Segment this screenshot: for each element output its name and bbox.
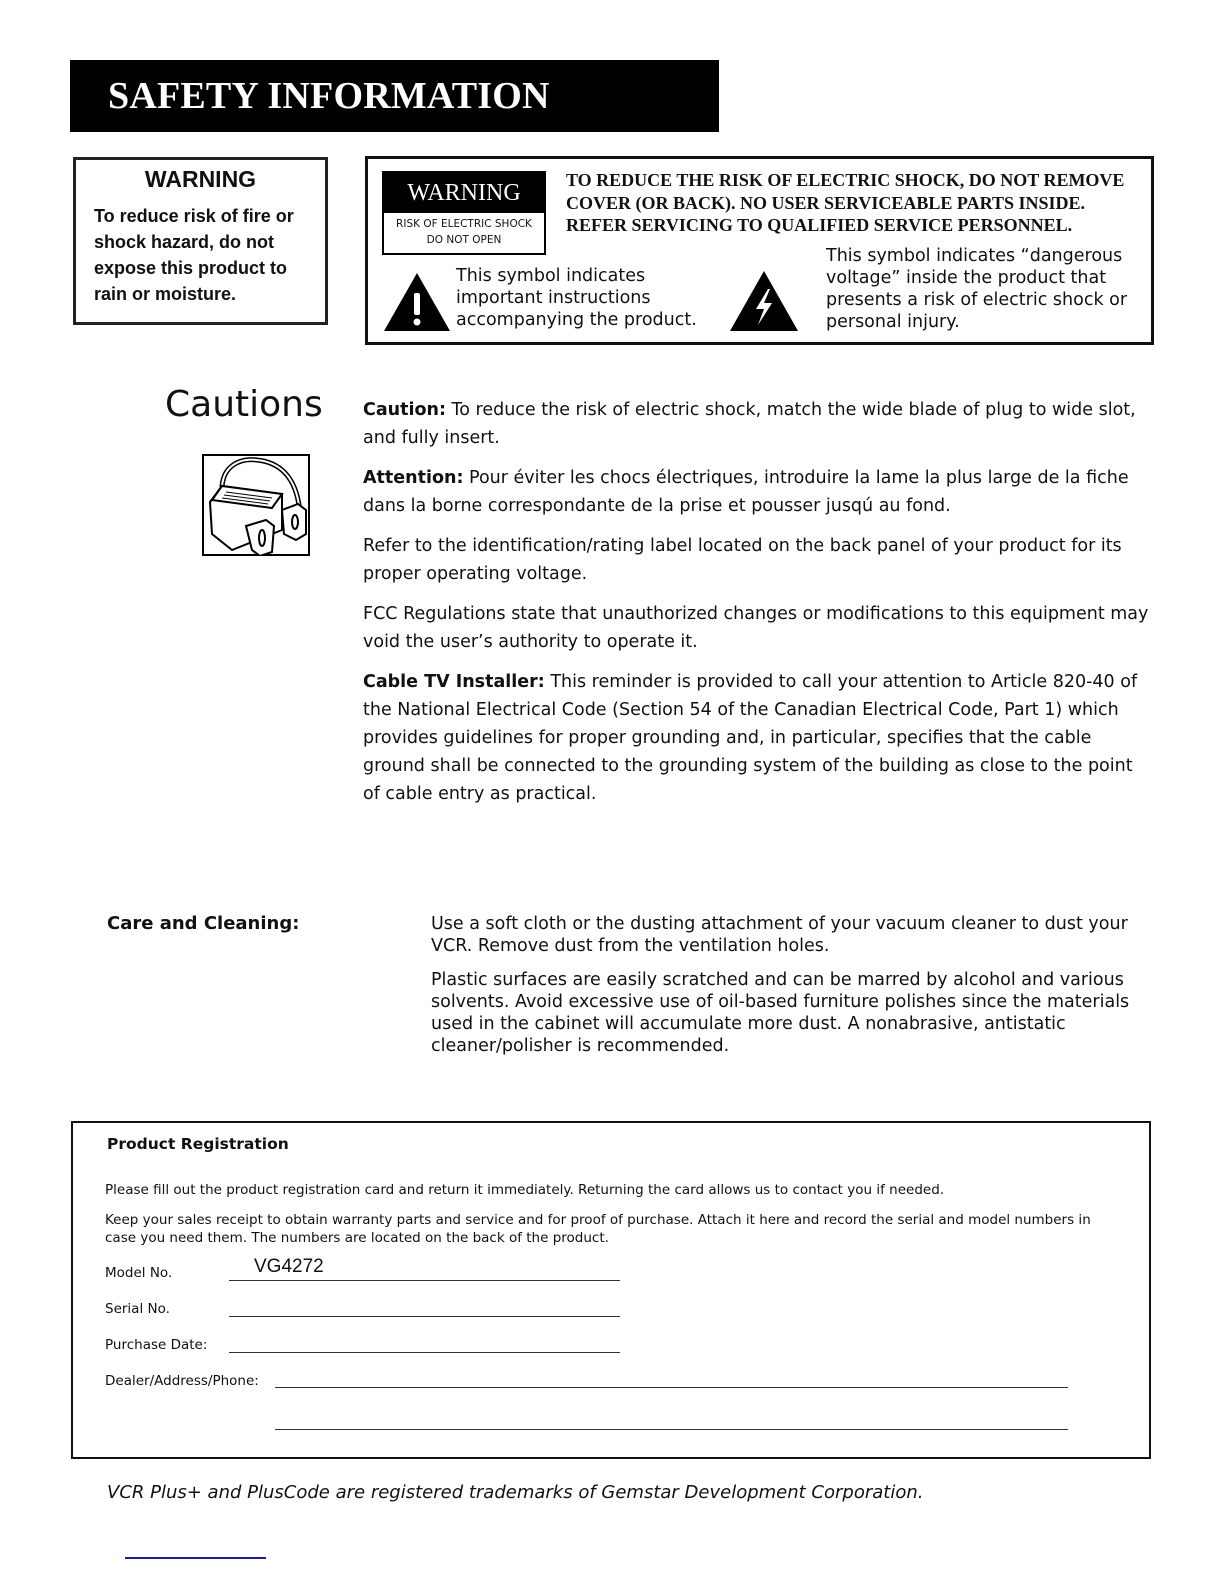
warning-label-heading: WARNING	[384, 173, 544, 213]
care-paragraph: Use a soft cloth or the dusting attachment of your vacuum cleaner to dust your VCR. Remove dust from the ventilation holes.	[431, 914, 1128, 956]
lightning-triangle-icon	[728, 269, 800, 333]
cautions-heading: Cautions	[165, 384, 323, 425]
product-registration-box	[71, 1121, 1151, 1459]
section-title-bar	[70, 60, 719, 132]
caution-paragraph: Caution: To reduce the risk of electric shock, match the wide blade of plug to wide slot, and fully insert.	[363, 400, 1136, 448]
warning-label-line1: RISK OF ELECTRIC SHOCK	[396, 218, 532, 230]
dealer-field-line2[interactable]	[275, 1429, 1068, 1430]
link-underline[interactable]	[125, 1557, 266, 1559]
model-label: Model No.	[105, 1265, 173, 1281]
purchase-date-field[interactable]	[229, 1352, 620, 1353]
serial-field[interactable]	[229, 1316, 620, 1317]
page-title: SAFETY INFORMATION	[108, 75, 550, 117]
attention-paragraph: Attention: Pour éviter les chocs électriques, introduire la lame la plus large de la fiche dans la borne correspondante de la prise et pousser jusqú au fond.	[363, 468, 1129, 516]
care-paragraph: Plastic surfaces are easily scratched and can be marred by alcohol and various solvents. Avoid excessive use of oil-based furniture polishes since the materials used in the cabinet will accumulate more dust. A nonabrasive, antistatic cleaner/polisher is recommended.	[431, 970, 1130, 1056]
polarized-plug-icon	[202, 454, 310, 556]
registration-paragraph: Please fill out the product registration card and return it immediately. Returning the card allows us to contact you if needed.	[105, 1182, 945, 1198]
registration-heading: Product Registration	[107, 1135, 289, 1153]
model-field[interactable]	[229, 1256, 620, 1281]
lightning-symbol-text: This symbol indicates “dangerous voltage” inside the product that presents a risk of electric shock or personal injury.	[826, 246, 1128, 332]
dealer-field[interactable]	[275, 1387, 1068, 1388]
shock-warning-box	[365, 156, 1154, 345]
trademark-notice: VCR Plus+ and PlusCode are registered trademarks of Gemstar Development Corporation.	[107, 1482, 924, 1503]
rating-label-paragraph: Refer to the identification/rating label located on the back panel of your product for its proper operating voltage.	[363, 536, 1122, 584]
serial-label: Serial No.	[105, 1301, 170, 1317]
warning-heading: WARNING	[144, 166, 257, 192]
warning-text: To reduce risk of fire or shock hazard, do not expose this product to rain or moisture.	[94, 206, 294, 304]
warning-label-line2: DO NOT OPEN	[426, 234, 502, 246]
cable-installer-paragraph: Cable TV Installer: This reminder is provided to call your attention to Article 820-40 of the National Electrical Code (Section 54 of the Canadian Electrical Code, Part 1) which provides guidelines for proper grounding and, in particular, specifies that the cable ground shall be connected to the grounding system of the building as close to the point of cable entry as practical.	[363, 672, 1138, 804]
registration-paragraph: Keep your sales receipt to obtain warranty parts and service and for proof of purchase. Attach it here and record the serial and model numbers in case you need them. The numbers are located on the back of the product.	[105, 1212, 1091, 1246]
shock-notice: TO REDUCE THE RISK OF ELECTRIC SHOCK, DO NOT REMOVE COVER (OR BACK). NO USER SERVICEABLE PARTS INSIDE. REFER SERVICING TO QUALIFIED SERVICE PERSONNEL.	[566, 170, 1125, 235]
exclamation-triangle-icon	[382, 271, 452, 333]
warning-label	[382, 171, 546, 255]
exclamation-symbol-text: This symbol indicates important instructions accompanying the product.	[456, 266, 697, 330]
care-cleaning-heading: Care and Cleaning:	[107, 913, 300, 934]
fcc-paragraph: FCC Regulations state that unauthorized changes or modifications to this equipment may void the user’s authority to operate it.	[363, 604, 1149, 652]
dealer-label: Dealer/Address/Phone:	[105, 1373, 259, 1389]
fire-warning-box	[73, 157, 328, 325]
purchase-date-label: Purchase Date:	[105, 1337, 208, 1353]
model-value: VG4272	[254, 1256, 324, 1277]
care-cleaning-body	[431, 913, 1151, 1069]
cautions-body	[363, 396, 1153, 820]
